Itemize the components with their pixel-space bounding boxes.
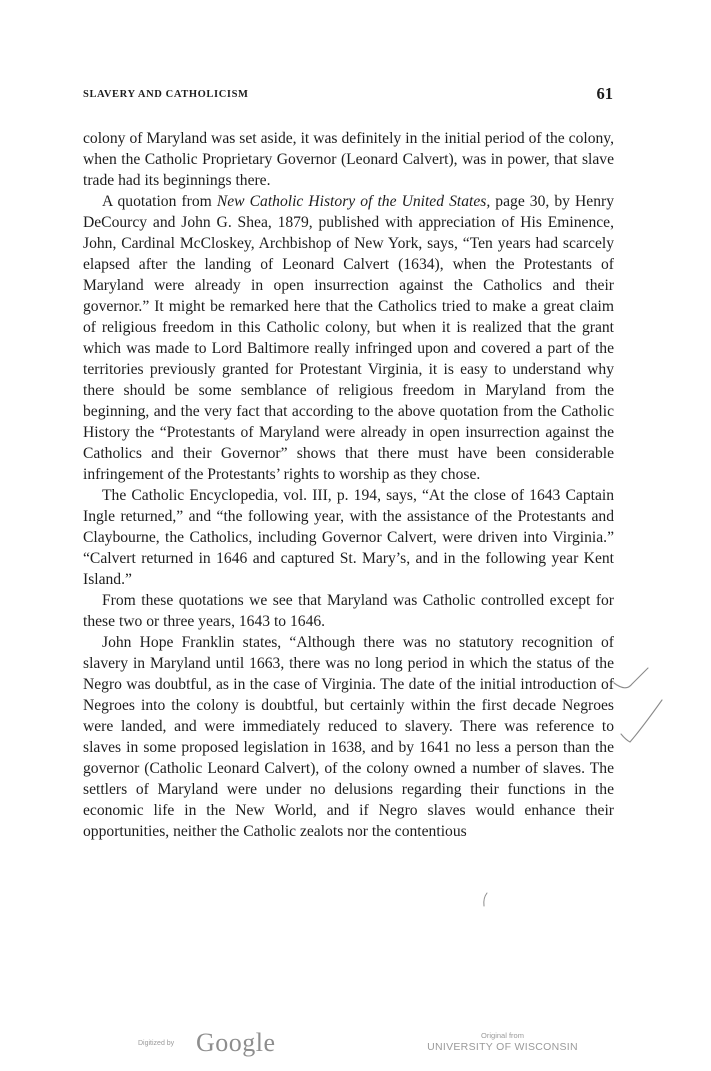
body-text — [83, 128, 614, 842]
source-watermark — [415, 1031, 590, 1061]
paragraph-3: The Catholic Encyclopedia, vol. III, p. 194, says, “At the close of 1643 Captain Ingle returned,” and “the following year, with the assistance of the Protestants and Claybourne, the Catholics, including Governor Calvert, were driven into Virginia.” “Calvert returned in 1646 and captured St. Mary’s, and in the following year Kent Island.” — [83, 487, 614, 588]
book-title-italic: New Catholic History of the United States, — [216, 193, 491, 210]
paragraph-4: From these quotations we see that Maryland was Catholic controlled except for these two or three years, 1643 to 1646. — [83, 592, 614, 630]
page-number: 61 — [596, 84, 613, 103]
paragraph-2-lead: A quotation from — [102, 193, 217, 210]
paragraph-1: colony of Maryland was set aside, it was definitely in the initial period of the colony, when the Catholic Proprietary Governor (Leonard Calvert), was in power, that slave trade had its beginnings there. — [83, 130, 614, 189]
running-head: SLAVERY AND CATHOLICISM — [83, 89, 249, 100]
digitized-by-label: Digitized by — [138, 1040, 175, 1047]
original-from-label: Original from — [481, 1031, 524, 1040]
paragraph-5: John Hope Franklin states, “Although there was no statutory recognition of slavery in Maryland until 1663, there was no long period in which the status of the Negro was doubtful, as in the case of Virginia. The date of the initial introduction of Negroes into the colony is doubtful, but certainly within the first decade Negroes were landed, and were immediately reduced to slavery. There was reference to slaves in some proposed legislation in 1638, and by 1641 no less a person than the governor (Catholic Leonard Calvert), of the colony owned a number of slaves. The settlers of Maryland were under no delusions regarding their functions in the economic life in the New World, and if Negro slaves would enhance their opportunities, neither the Catholic zealots nor the contentious — [83, 634, 614, 840]
google-logo: Google — [196, 1028, 276, 1057]
pencil-check-mark-upper — [614, 668, 648, 688]
pencil-check-mark-lower — [621, 700, 662, 742]
paragraph-2 — [83, 191, 614, 485]
institution-label: UNIVERSITY OF WISCONSIN — [427, 1041, 578, 1053]
digitized-by-watermark — [138, 1028, 308, 1062]
paragraph-2-rest: page 30, by Henry DeCourcy and John G. Shea, 1879, published with appreciation of His Eminence, John, Cardinal McCloskey, Archbishop of New York, says, “Ten years had scarcely elapsed after the landing of Leonard Calvert (1634), when the Protestants of Maryland were already in open insurrection against the Catholics and their governor.” It might be remarked here that the Catholics tried to make a great claim of religious freedom in this Catholic colony, but when it is realized that the grant which was made to Lord Baltimore really infringed upon and covered a part of the territories previously granted for Protestant Virginia, it is easy to understand why there should be some semblance of religious freedom in Maryland from the beginning, and the very fact that according to the above quotation from the Catholic History the “Protestants of Maryland were already in open insurrection against the Catholics and their Governor” shows that there must have been considerable infringement of the Protestants’ rights to worship as they chose. — [83, 193, 615, 483]
page-header — [83, 84, 613, 106]
pencil-bracket-mark — [484, 893, 487, 906]
